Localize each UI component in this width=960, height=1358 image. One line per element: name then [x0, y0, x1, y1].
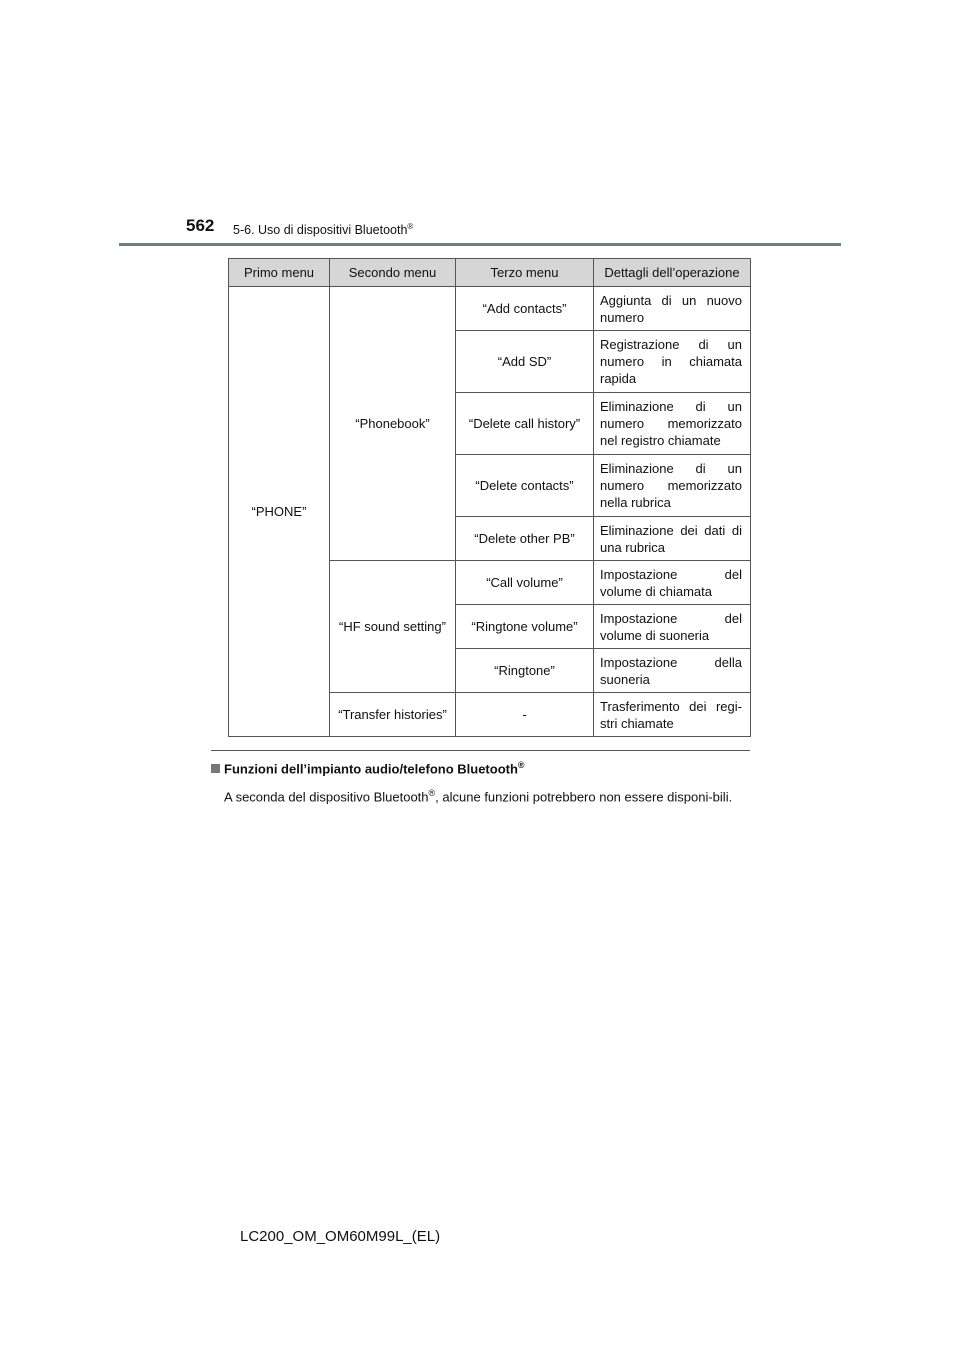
dettagli-cell: Impostazione del volume di suoneria: [594, 605, 751, 649]
dettagli-cell: Eliminazione di un numero memorizzato nella rubrica: [594, 455, 751, 517]
registered-mark: ®: [407, 222, 414, 231]
terzo-menu-cell: “Call volume”: [456, 561, 594, 605]
table-row: [229, 287, 751, 331]
note-divider: [211, 750, 750, 751]
dettagli-cell: Eliminazione di un numero memorizzato nel registro chiamate: [594, 393, 751, 455]
header-rule: [119, 243, 841, 246]
col-header-dettagli: Dettagli dell’operazione: [594, 259, 751, 287]
primo-menu-cell: “PHONE”: [229, 287, 330, 737]
terzo-menu-cell: “Delete call history”: [456, 393, 594, 455]
registered-mark: ®: [428, 788, 436, 798]
section-title: [233, 222, 413, 237]
footer-manual-code: LC200_OM_OM60M99L_(EL): [240, 1228, 441, 1245]
section-title-text: 5-6. Uso di dispositivi Bluetooth: [233, 223, 408, 238]
dettagli-cell: Registrazione di un numero in chiamata rapida: [594, 331, 751, 393]
note-text-part2: , alcune funzioni potrebbero non essere disponi-bili.: [435, 789, 733, 805]
dettagli-cell: Aggiunta di un nuovo numero: [594, 287, 751, 331]
terzo-menu-cell: “Delete other PB”: [456, 517, 594, 561]
dettagli-cell: Impostazione del volume di chiamata: [594, 561, 751, 605]
secondo-menu-cell: “Phonebook”: [330, 287, 456, 561]
secondo-menu-cell: “HF sound setting”: [330, 561, 456, 693]
terzo-menu-cell: “Add contacts”: [456, 287, 594, 331]
terzo-menu-cell: “Delete contacts”: [456, 455, 594, 517]
note-heading: [211, 760, 525, 776]
dettagli-cell: Impostazione della suoneria: [594, 649, 751, 693]
square-bullet-icon: [211, 764, 220, 773]
menu-table: [228, 258, 751, 737]
col-header-primo-menu: Primo menu: [229, 259, 330, 287]
terzo-menu-cell: -: [456, 693, 594, 737]
terzo-menu-cell: “Add SD”: [456, 331, 594, 393]
registered-mark: ®: [517, 760, 525, 770]
page-number: 562: [186, 216, 215, 235]
dettagli-cell: Trasferimento dei regi-stri chiamate: [594, 693, 751, 737]
note-heading-text: Funzioni dell’impianto audio/telefono Bluetooth: [224, 761, 518, 777]
terzo-menu-cell: “Ringtone volume”: [456, 605, 594, 649]
secondo-menu-cell: “Transfer histories”: [330, 693, 456, 737]
table-header-row: [229, 259, 751, 287]
note-text-part1: A seconda del dispositivo Bluetooth: [224, 789, 429, 805]
col-header-secondo-menu: Secondo menu: [330, 259, 456, 287]
dettagli-cell: Eliminazione dei dati di una rubrica: [594, 517, 751, 561]
terzo-menu-cell: “Ringtone”: [456, 649, 594, 693]
note-text: [224, 783, 750, 807]
col-header-terzo-menu: Terzo menu: [456, 259, 594, 287]
